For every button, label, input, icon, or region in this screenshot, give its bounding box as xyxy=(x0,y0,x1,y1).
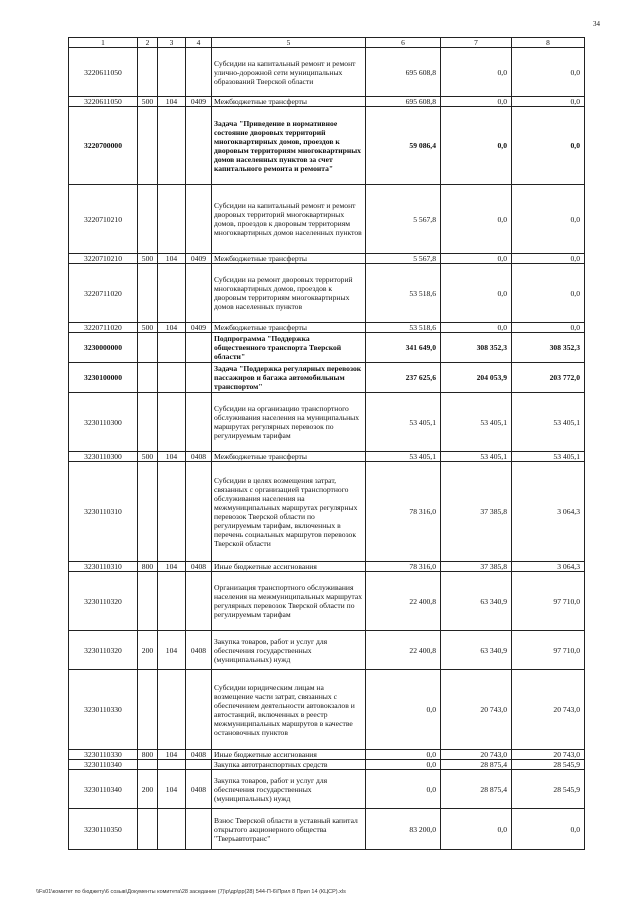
cell-col2 xyxy=(138,363,158,393)
cell-col3 xyxy=(158,264,186,323)
cell-col3: 104 xyxy=(158,323,186,333)
cell-value-6: 83 200,0 xyxy=(366,809,441,850)
cell-col2: 200 xyxy=(138,770,158,809)
cell-name: Межбюджетные трансферты xyxy=(212,452,366,462)
cell-col4: 0408 xyxy=(186,631,212,670)
cell-name: Закупка автотранспортных средств xyxy=(212,760,366,770)
cell-value-7: 204 053,9 xyxy=(441,363,512,393)
cell-col2 xyxy=(138,760,158,770)
cell-col2 xyxy=(138,185,158,254)
cell-col2 xyxy=(138,264,158,323)
cell-value-8: 3 064,3 xyxy=(512,462,585,562)
cell-name: Задача "Приведение в нормативное состояние дворовых территорий многоквартирных домов, проездов к дворовым территориям многоквартирных домов населенных пунктов за счет капитального ремонта и ремонта" xyxy=(212,107,366,185)
table-header-row xyxy=(69,38,585,48)
table-row xyxy=(69,48,585,97)
cell-col2 xyxy=(138,572,158,631)
cell-col4: 0408 xyxy=(186,452,212,462)
cell-name: Межбюджетные трансферты xyxy=(212,323,366,333)
cell-col2: 500 xyxy=(138,254,158,264)
cell-col3: 104 xyxy=(158,631,186,670)
cell-col2 xyxy=(138,670,158,750)
cell-code: 3230110340 xyxy=(69,760,138,770)
table-row xyxy=(69,333,585,363)
cell-col2 xyxy=(138,333,158,363)
cell-value-7: 0,0 xyxy=(441,97,512,107)
cell-value-7: 53 405,1 xyxy=(441,393,512,452)
cell-col2: 800 xyxy=(138,562,158,572)
cell-code: 3220711020 xyxy=(69,323,138,333)
cell-value-8: 0,0 xyxy=(512,264,585,323)
cell-col4 xyxy=(186,264,212,323)
header-cell: 7 xyxy=(441,38,512,48)
cell-name: Межбюджетные трансферты xyxy=(212,254,366,264)
cell-value-8: 0,0 xyxy=(512,48,585,97)
cell-col4 xyxy=(186,670,212,750)
cell-col3 xyxy=(158,333,186,363)
cell-value-6: 0,0 xyxy=(366,670,441,750)
cell-value-8: 0,0 xyxy=(512,809,585,850)
cell-code: 3220710210 xyxy=(69,185,138,254)
cell-value-8: 20 743,0 xyxy=(512,670,585,750)
cell-col3 xyxy=(158,670,186,750)
cell-value-6: 59 086,4 xyxy=(366,107,441,185)
cell-col4 xyxy=(186,107,212,185)
cell-col4 xyxy=(186,333,212,363)
cell-value-7: 53 405,1 xyxy=(441,452,512,462)
cell-value-6: 5 567,8 xyxy=(366,254,441,264)
cell-col4 xyxy=(186,393,212,452)
cell-col4: 0408 xyxy=(186,562,212,572)
cell-code: 3230110310 xyxy=(69,562,138,572)
header-cell: 1 xyxy=(69,38,138,48)
cell-col3 xyxy=(158,393,186,452)
cell-name: Взнос Тверской области в уставный капитал открытого акционерного общества "Тверьавтотранс" xyxy=(212,809,366,850)
cell-value-6: 0,0 xyxy=(366,750,441,760)
table-row xyxy=(69,572,585,631)
cell-name: Субсидии на капитальный ремонт и ремонт улично-дорожной сети муниципальных образований Тверской области xyxy=(212,48,366,97)
cell-col2 xyxy=(138,393,158,452)
budget-table xyxy=(68,37,585,850)
cell-value-7: 20 743,0 xyxy=(441,750,512,760)
cell-value-6: 53 405,1 xyxy=(366,452,441,462)
table-row xyxy=(69,264,585,323)
cell-value-7: 0,0 xyxy=(441,254,512,264)
cell-value-6: 695 608,8 xyxy=(366,97,441,107)
cell-col3: 104 xyxy=(158,562,186,572)
cell-name: Субсидии на ремонт дворовых территорий многоквартирных домов, проездов к дворовым территориям многоквартирных домов населенных пунктов xyxy=(212,264,366,323)
cell-value-8: 308 352,3 xyxy=(512,333,585,363)
cell-value-7: 63 340,9 xyxy=(441,631,512,670)
table-row xyxy=(69,462,585,562)
cell-col4: 0409 xyxy=(186,254,212,264)
cell-col4 xyxy=(186,185,212,254)
cell-code: 3230110320 xyxy=(69,572,138,631)
table-row xyxy=(69,107,585,185)
cell-name: Иные бюджетные ассигнования xyxy=(212,750,366,760)
cell-name: Задача "Поддержка регулярных перевозок пассажиров и багажа автомобильным транспортом" xyxy=(212,363,366,393)
cell-col3: 104 xyxy=(158,97,186,107)
cell-col2 xyxy=(138,48,158,97)
cell-code: 3220611050 xyxy=(69,48,138,97)
cell-value-7: 0,0 xyxy=(441,185,512,254)
cell-code: 3230110330 xyxy=(69,670,138,750)
cell-value-7: 28 875,4 xyxy=(441,760,512,770)
cell-value-6: 53 405,1 xyxy=(366,393,441,452)
cell-value-7: 0,0 xyxy=(441,107,512,185)
cell-col3 xyxy=(158,462,186,562)
cell-code: 3230110300 xyxy=(69,393,138,452)
cell-col2: 200 xyxy=(138,631,158,670)
cell-code: 3230110330 xyxy=(69,750,138,760)
cell-col3 xyxy=(158,809,186,850)
cell-code: 3230110310 xyxy=(69,462,138,562)
cell-col4 xyxy=(186,760,212,770)
cell-value-7: 0,0 xyxy=(441,264,512,323)
cell-col2 xyxy=(138,462,158,562)
cell-col3 xyxy=(158,107,186,185)
cell-value-8: 97 710,0 xyxy=(512,572,585,631)
table-row xyxy=(69,452,585,462)
cell-code: 3230110300 xyxy=(69,452,138,462)
table-row xyxy=(69,363,585,393)
cell-value-8: 53 405,1 xyxy=(512,393,585,452)
cell-value-7: 37 385,8 xyxy=(441,562,512,572)
cell-value-6: 237 625,6 xyxy=(366,363,441,393)
page-number: 34 xyxy=(593,20,600,28)
cell-col3 xyxy=(158,760,186,770)
cell-value-6: 695 608,8 xyxy=(366,48,441,97)
cell-col4 xyxy=(186,48,212,97)
cell-col3: 104 xyxy=(158,254,186,264)
table-row xyxy=(69,809,585,850)
cell-value-7: 0,0 xyxy=(441,809,512,850)
cell-value-8: 20 743,0 xyxy=(512,750,585,760)
cell-value-6: 0,0 xyxy=(366,760,441,770)
cell-col2 xyxy=(138,107,158,185)
cell-col2: 500 xyxy=(138,97,158,107)
cell-value-7: 308 352,3 xyxy=(441,333,512,363)
cell-value-8: 0,0 xyxy=(512,254,585,264)
cell-code: 3230110340 xyxy=(69,770,138,809)
cell-col3 xyxy=(158,48,186,97)
cell-col4: 0409 xyxy=(186,323,212,333)
cell-code: 3220700000 xyxy=(69,107,138,185)
table-row xyxy=(69,670,585,750)
cell-name: Субсидии на капитальный ремонт и ремонт дворовых территорий многоквартирных домов, проездов к дворовым территориям многоквартирных домов населенных пунктов xyxy=(212,185,366,254)
cell-value-6: 22 400,8 xyxy=(366,631,441,670)
table-row xyxy=(69,97,585,107)
cell-name: Иные бюджетные ассигнования xyxy=(212,562,366,572)
cell-value-8: 97 710,0 xyxy=(512,631,585,670)
cell-value-8: 0,0 xyxy=(512,185,585,254)
cell-code: 3220710210 xyxy=(69,254,138,264)
table-row xyxy=(69,760,585,770)
cell-value-6: 22 400,8 xyxy=(366,572,441,631)
cell-value-6: 53 518,6 xyxy=(366,323,441,333)
cell-value-6: 78 316,0 xyxy=(366,462,441,562)
table-row xyxy=(69,770,585,809)
cell-col3 xyxy=(158,185,186,254)
cell-col3 xyxy=(158,572,186,631)
cell-value-8: 0,0 xyxy=(512,97,585,107)
cell-code: 3230100000 xyxy=(69,363,138,393)
cell-col4: 0409 xyxy=(186,97,212,107)
cell-value-7: 28 875,4 xyxy=(441,770,512,809)
cell-code: 3230110320 xyxy=(69,631,138,670)
cell-name: Закупка товаров, работ и услуг для обеспечения государственных (муниципальных) нужд xyxy=(212,770,366,809)
header-cell: 5 xyxy=(212,38,366,48)
cell-col3: 104 xyxy=(158,770,186,809)
cell-col4 xyxy=(186,462,212,562)
header-cell: 6 xyxy=(366,38,441,48)
cell-value-6: 341 649,0 xyxy=(366,333,441,363)
cell-col3: 104 xyxy=(158,452,186,462)
table-row xyxy=(69,185,585,254)
cell-value-7: 0,0 xyxy=(441,48,512,97)
cell-name: Организация транспортного обслуживания населения на межмуниципальных маршрутах регулярных перевозок Тверской области по регулируемым тарифам xyxy=(212,572,366,631)
table-row xyxy=(69,323,585,333)
cell-value-8: 28 545,9 xyxy=(512,770,585,809)
cell-name: Подпрограмма "Поддержка общественного транспорта Тверской области" xyxy=(212,333,366,363)
table-row xyxy=(69,631,585,670)
cell-name: Субсидии в целях возмещения затрат, связанных с организацией транспортного обслуживания населения на межмуниципальных маршрутах регулярных перевозок Тверской области по регулируемым тарифам, включенных в перечень социальных маршрутов перевозок Тверской области xyxy=(212,462,366,562)
cell-name: Закупка товаров, работ и услуг для обеспечения государственных (муниципальных) нужд xyxy=(212,631,366,670)
cell-col2: 800 xyxy=(138,750,158,760)
cell-col4 xyxy=(186,572,212,631)
header-cell: 4 xyxy=(186,38,212,48)
cell-code: 3230000000 xyxy=(69,333,138,363)
cell-value-7: 37 385,8 xyxy=(441,462,512,562)
cell-value-6: 78 316,0 xyxy=(366,562,441,572)
header-cell: 3 xyxy=(158,38,186,48)
cell-value-6: 53 518,6 xyxy=(366,264,441,323)
cell-value-8: 28 545,9 xyxy=(512,760,585,770)
header-cell: 8 xyxy=(512,38,585,48)
cell-code: 3220711020 xyxy=(69,264,138,323)
cell-col4 xyxy=(186,809,212,850)
cell-value-8: 53 405,1 xyxy=(512,452,585,462)
cell-col2: 500 xyxy=(138,323,158,333)
cell-value-6: 0,0 xyxy=(366,770,441,809)
cell-value-8: 0,0 xyxy=(512,323,585,333)
cell-code: 3220611050 xyxy=(69,97,138,107)
cell-col4 xyxy=(186,363,212,393)
table-row xyxy=(69,750,585,760)
cell-col4: 0408 xyxy=(186,770,212,809)
cell-name: Межбюджетные трансферты xyxy=(212,97,366,107)
cell-value-8: 0,0 xyxy=(512,107,585,185)
cell-value-7: 0,0 xyxy=(441,323,512,333)
cell-col3 xyxy=(158,363,186,393)
cell-value-7: 20 743,0 xyxy=(441,670,512,750)
table-row xyxy=(69,393,585,452)
cell-col3: 104 xyxy=(158,750,186,760)
cell-col2: 500 xyxy=(138,452,158,462)
cell-value-6: 5 567,8 xyxy=(366,185,441,254)
cell-name: Субсидии юридическим лицам на возмещение части затрат, связанных с обеспечением деятельности автовокзалов и автостанций, включенных в реестр межмуниципальных маршрутов в качестве остановочных пунктов xyxy=(212,670,366,750)
header-cell: 2 xyxy=(138,38,158,48)
cell-value-8: 203 772,0 xyxy=(512,363,585,393)
cell-name: Субсидии на организацию транспортного обслуживания населения на муниципальных маршрутах регулярных перевозок по регулируемым тарифам xyxy=(212,393,366,452)
cell-col2 xyxy=(138,809,158,850)
cell-code: 3230110350 xyxy=(69,809,138,850)
table-row xyxy=(69,562,585,572)
table-row xyxy=(69,254,585,264)
footer-file-path: \\Fs01\комитет по бюджету\6 созыв\Документы комитета\28 заседание (7)\р\др\рр(28) 544-П-6\Прил 8 Прил 14 (КЦСР).xls xyxy=(36,889,346,895)
cell-col4: 0408 xyxy=(186,750,212,760)
cell-value-8: 3 064,3 xyxy=(512,562,585,572)
cell-value-7: 63 340,9 xyxy=(441,572,512,631)
